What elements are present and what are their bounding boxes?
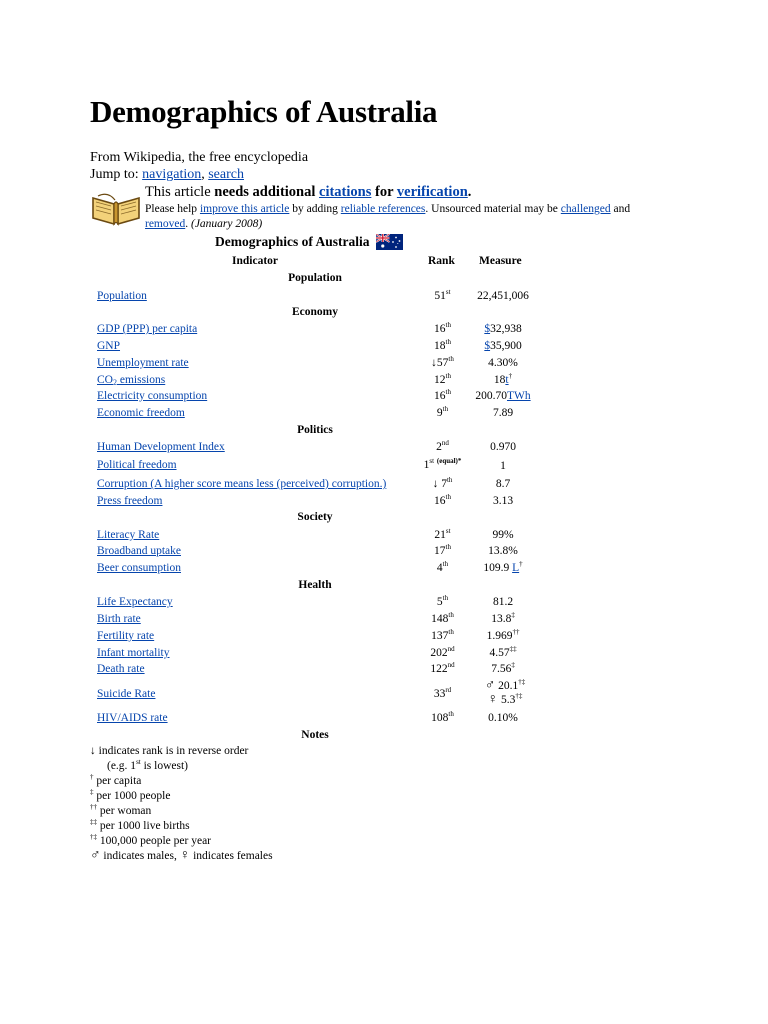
indicator-hiv-link[interactable]: HIV/AIDS rate — [97, 712, 168, 724]
improve-article-link[interactable]: improve this article — [199, 203, 290, 215]
indicator-gnp-link[interactable]: GNP — [97, 340, 121, 352]
ambox-text: and — [610, 203, 631, 215]
jump-to-line — [90, 166, 244, 184]
measure-death-rate: 7.56‡ — [491, 661, 515, 675]
rank-death-rate: 122nd — [430, 661, 455, 675]
header-measure: Measure — [479, 255, 522, 267]
measure-beer: 109.9 L† — [483, 560, 523, 574]
ambox-for: for — [371, 184, 397, 200]
rank-co2: 12th — [434, 372, 451, 386]
note-gender-symbols: ♂ indicates males, ♀ indicates females — [90, 848, 273, 863]
rank-suicide: 33rd — [433, 686, 452, 700]
search-link[interactable]: search — [208, 167, 244, 182]
measure-unemployment: 4.30% — [488, 357, 518, 369]
rank-hdi: 2nd — [436, 439, 449, 453]
rank-hiv: 108th — [431, 710, 454, 724]
dollar-link[interactable]: $ — [484, 323, 491, 335]
indicator-broadband-link[interactable]: Broadband uptake — [97, 545, 181, 557]
note-per-woman: †† per woman — [90, 803, 152, 817]
rank-gnp: 18th — [434, 338, 451, 352]
ambox-title — [145, 183, 471, 201]
note-per-100000: †‡ 100,000 people per year — [90, 833, 212, 847]
measure-broadband: 13.8% — [488, 545, 518, 557]
ambox-text: . Unsourced material may be — [425, 203, 561, 215]
measure-gnp: $35,900 — [484, 340, 522, 352]
measure-suicide-female: ♀ 5.3†‡ — [487, 692, 523, 707]
rank-unemployment: ↓57th — [431, 355, 454, 369]
female-symbol-icon: ♀ — [179, 848, 191, 863]
indicator-suicide-link[interactable]: Suicide Rate — [97, 688, 156, 700]
measure-fertility: 1.969†† — [486, 628, 520, 642]
indicator-life-expectancy-link[interactable]: Life Expectancy — [97, 596, 173, 608]
indicator-fertility-link[interactable]: Fertility rate — [97, 630, 155, 642]
male-symbol-icon: ♂ — [484, 678, 496, 693]
measure-electricity: 200.70TWh — [475, 390, 531, 402]
measure-economic-freedom: 7.89 — [492, 407, 514, 419]
rank-economic-freedom: 9th — [436, 405, 449, 419]
reverse-order-arrow-icon: ↓ — [90, 745, 96, 757]
section-population: Population — [288, 272, 342, 284]
rank-population: 51st — [434, 288, 451, 302]
ambox-text: . — [185, 217, 191, 230]
ambox-title-pre: This article — [145, 184, 215, 200]
measure-hdi: 0.970 — [490, 441, 516, 453]
measure-population: 22,451,006 — [477, 290, 529, 302]
measure-gdp: $32,938 — [484, 323, 522, 335]
ambox-text: by adding — [289, 203, 341, 215]
citations-link[interactable]: citations — [319, 184, 372, 200]
indicator-electricity-link[interactable]: Electricity consumption — [97, 390, 208, 402]
section-society: Society — [297, 511, 333, 523]
dollar-link[interactable]: $ — [484, 340, 491, 352]
australian-flag-icon — [376, 234, 403, 250]
indicator-unemployment-link[interactable]: Unemployment rate — [97, 357, 189, 369]
indicator-death-rate-link[interactable]: Death rate — [97, 663, 145, 675]
indicator-gdp-link[interactable]: GDP (PPP) per capita — [97, 323, 198, 335]
indicator-population-link[interactable]: Population — [97, 290, 147, 302]
section-economy: Economy — [292, 306, 338, 318]
rank-press-freedom: 16th — [434, 493, 451, 507]
measure-suicide-male: ♂ 20.1†‡ — [484, 678, 526, 693]
indicator-political-freedom-link[interactable]: Political freedom — [97, 459, 177, 471]
reliable-references-link[interactable]: reliable references — [340, 203, 426, 215]
rank-infant-mortality: 202nd — [430, 645, 455, 659]
ambox-body — [145, 202, 685, 231]
female-symbol-icon: ♀ — [487, 692, 499, 707]
indicator-press-freedom-link[interactable]: Press freedom — [97, 495, 163, 507]
indicator-hdi-link[interactable]: Human Development Index — [97, 441, 225, 453]
tonne-link[interactable]: t — [505, 374, 509, 386]
indicator-beer-link[interactable]: Beer consumption — [97, 562, 181, 574]
section-health: Health — [298, 579, 332, 591]
note-per-capita: † per capita — [90, 773, 142, 787]
ambox-title-bold: needs additional — [214, 184, 320, 200]
verification-link[interactable]: verification — [396, 184, 468, 200]
rank-life-expectancy: 5th — [436, 594, 449, 608]
indicator-literacy-link[interactable]: Literacy Rate — [97, 529, 160, 541]
rank-birth-rate: 148th — [431, 611, 454, 625]
note-example: (e.g. 1st is lowest) — [107, 758, 189, 772]
measure-birth-rate: 13.8‡ — [491, 611, 515, 625]
ambox-date: (January 2008) — [190, 217, 263, 230]
navigation-link[interactable]: navigation — [142, 167, 202, 182]
measure-political-freedom: 1 — [500, 460, 506, 472]
challenged-link[interactable]: challenged — [560, 203, 611, 215]
rank-political-freedom: 1st $^{(equal)*}$ — [423, 457, 462, 471]
measure-infant-mortality: 4.57‡‡ — [489, 645, 517, 659]
section-politics: Politics — [297, 424, 333, 436]
indicator-economic-freedom-link[interactable]: Economic freedom — [97, 407, 185, 419]
rank-gdp: 16th — [434, 321, 451, 335]
from-wikipedia-text: From Wikipedia, the free encyclopedia — [90, 150, 309, 165]
open-book-icon — [90, 188, 142, 226]
indicator-birth-rate-link[interactable]: Birth rate — [97, 613, 141, 625]
section-notes: Notes — [301, 729, 329, 741]
ambox-text: Please help — [145, 203, 200, 215]
male-symbol-icon: ♂ — [90, 848, 101, 863]
measure-press-freedom: 3.13 — [492, 495, 514, 507]
indicator-co2-link[interactable]: $CO_2$ emissions — [97, 374, 166, 387]
table-caption — [215, 233, 403, 251]
removed-link[interactable]: removed — [145, 217, 186, 230]
twh-link[interactable]: TWh — [506, 390, 531, 402]
measure-life-expectancy: 81.2 — [492, 596, 514, 608]
table-caption-text: Demographics of Australia — [215, 234, 370, 249]
reverse-order-arrow-icon: ↓ — [431, 357, 437, 369]
note-per-1000-live-births: ‡‡ per 1000 live births — [90, 818, 190, 832]
rank-broadband: 17th — [434, 543, 451, 557]
measure-corruption: 8.7 — [495, 478, 511, 490]
jump-to-label: Jump to: — [90, 167, 139, 182]
rank-electricity: 16th — [434, 388, 451, 402]
rank-fertility: 137th — [431, 628, 454, 642]
note-per-1000-people: ‡ per 1000 people — [90, 788, 171, 802]
ambox-period: . — [467, 184, 472, 200]
jump-separator: , — [201, 167, 205, 182]
page-title: Demographics of Australia — [90, 94, 438, 129]
rank-beer: 4th — [436, 560, 449, 574]
note-reverse-order: ↓ indicates rank is in reverse order — [90, 745, 249, 757]
reverse-order-arrow-icon: ↓ — [432, 478, 439, 490]
indicator-corruption-link[interactable]: Corruption (A higher score means less (perceived) corruption.) — [97, 478, 387, 490]
measure-literacy: 99% — [492, 529, 514, 541]
header-indicator: Indicator — [232, 255, 278, 267]
measure-hiv: 0.10% — [488, 712, 518, 724]
header-rank: Rank — [428, 255, 455, 267]
measure-co2: 18t† — [493, 372, 513, 386]
indicator-infant-mortality-link[interactable]: Infant mortality — [97, 647, 170, 659]
rank-literacy: 21st — [434, 527, 451, 541]
litre-link[interactable]: L — [512, 562, 520, 574]
rank-corruption: ↓ 7th — [432, 476, 453, 490]
